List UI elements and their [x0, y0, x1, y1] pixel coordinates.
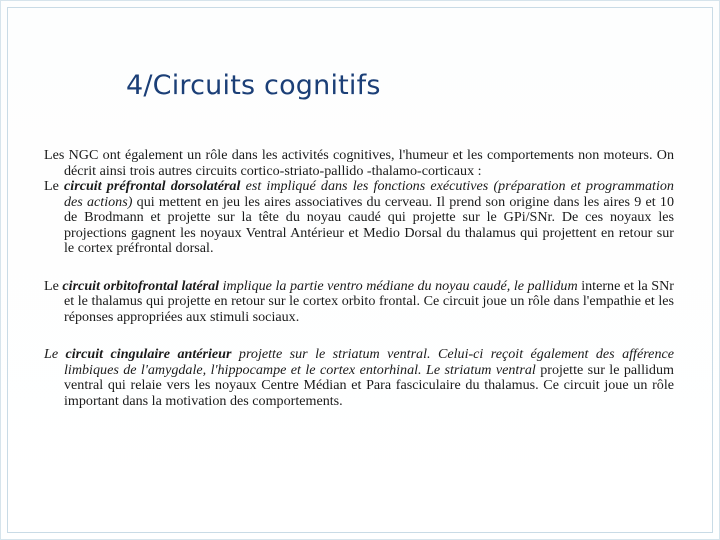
text-segment-italic: projette sur le striatum ventral. Celui-ci reçoit également des afférence limbiques de l'amygdale, l'hippocampe et le cortex entorhinal. Le striatum ventral — [64, 346, 674, 378]
slide-body — [44, 148, 674, 409]
term-circuit-orbitofrontal: circuit orbitofrontal latéral — [62, 277, 220, 294]
text-segment-italic: est impliqué dans les fonctions exécutives (préparation et programmation des actions) — [64, 178, 674, 210]
text-segment: qui mettent en jeu les aires associatives du cerveau. Il prend son origine dans les aires 9 et 10 de Brodmann et projette sur la tête du noyau caudé qui projette sur le GPi/SNr. De ces noyaux les projections gagnent les noyaux Ventral Antérieur et Medio Dorsal du thalamus qui projettent en retour sur le cortex préfrontal dorsal. — [64, 193, 674, 256]
paragraph-intro — [44, 148, 674, 179]
text-segment: projette sur le pallidum ventral qui relaie vers les noyaux Centre Médian et Para fasciculaire du thalamus. Ce circuit joue un rôle important dans la motivation des comportements. — [64, 361, 674, 409]
text-segment: Le — [44, 277, 63, 294]
text-segment: Les NGC ont également un rôle dans les activités cognitives, l'humeur et les comportements non moteurs. On décrit ainsi trois autres circuits cortico-striato-pallido -thalamo-corticaux : — [44, 147, 674, 179]
term-circuit-prefrontal: circuit préfrontal dorsolatéral — [64, 178, 241, 194]
paragraph-cingulate-circuit — [44, 347, 674, 409]
paragraph-prefrontal-circuit — [44, 179, 674, 257]
text-segment: Le — [44, 178, 65, 194]
paragraph-orbitofrontal-circuit — [44, 279, 674, 326]
text-segment-italic: implique la partie ventro médiane du noyau caudé, le pallidum — [219, 277, 578, 294]
text-segment-italic: Le — [44, 346, 66, 362]
term-circuit-cingulaire: circuit cingulaire antérieur — [65, 346, 232, 362]
text-segment: interne et la SNr et le thalamus qui projette en retour sur le cortex orbito frontal. Ce circuit joue un rôle dans l'empathie et les réponses appropriées aux stimuli sociaux. — [64, 277, 675, 325]
slide-title: 4/Circuits cognitifs — [126, 70, 381, 101]
